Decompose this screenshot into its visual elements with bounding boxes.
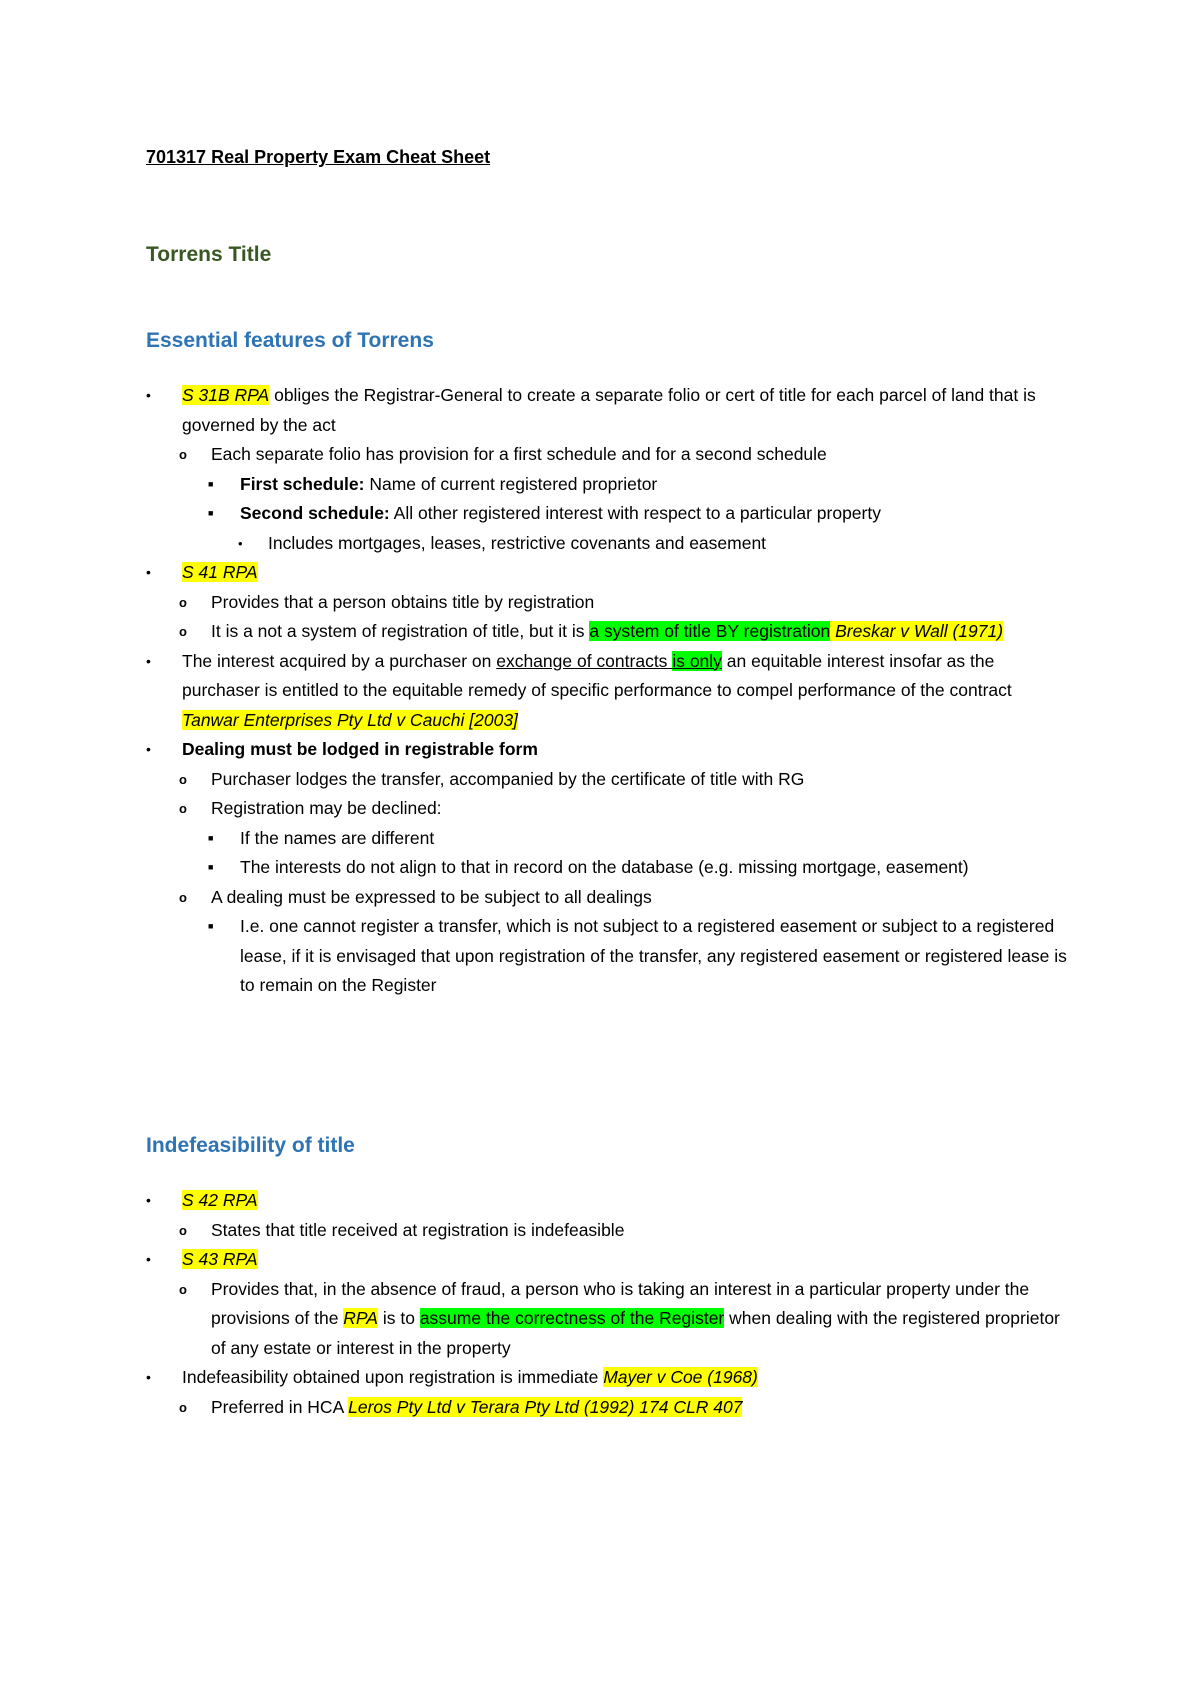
- item-text: States that title received at registration is indefeasible: [211, 1219, 625, 1240]
- item-text: Indefeasibility obtained upon registration is immediate: [182, 1367, 604, 1387]
- list-item: [208, 470, 1070, 500]
- list-item: [146, 647, 1062, 736]
- item-text: All other registered interest with respect to a particular property: [389, 503, 881, 523]
- item-text: obliges the Registrar-General to create a separate folio or cert of title for each parcel of land that is governed by the act: [182, 385, 1036, 435]
- item-text: Each separate folio has provision for a first schedule and for a second schedule: [211, 444, 827, 464]
- item-text: Provides that, in the absence of fraud, a person who is taking an interest in a particular property under the provisions of the: [211, 1278, 1030, 1328]
- square-bullet-icon: ■: [208, 508, 214, 518]
- statute-ref: S 31B RPA: [182, 385, 270, 405]
- list-item: [208, 824, 1070, 854]
- list-item: [146, 381, 1062, 440]
- item-text: Dealing must be lodged in registrable form: [182, 739, 538, 759]
- list-item: [208, 499, 1070, 529]
- bullet-icon: •: [146, 741, 151, 757]
- heading-essential-features: Essential features of Torrens: [146, 329, 434, 352]
- list-item: [208, 853, 1070, 883]
- list-item: [179, 617, 1071, 647]
- list-item: [179, 794, 1071, 824]
- list-item: [179, 440, 1071, 470]
- list-item: [179, 1393, 1071, 1423]
- square-bullet-icon: ■: [208, 921, 214, 931]
- item-text: The interest acquired by a purchaser on: [182, 650, 497, 671]
- case-citation: Breskar v Wall (1971): [835, 621, 1004, 641]
- bullet-icon: •: [146, 1251, 151, 1267]
- list-item: [146, 1186, 1062, 1216]
- square-bullet-icon: ■: [208, 862, 214, 872]
- item-text: I.e. one cannot register a transfer, which is not subject to a registered easement or subject to a registered lease, if it is envisaged that upon registration of the transfer, any registered easement or registered lease is to remain on the Register: [240, 916, 1067, 995]
- item-text: Registration may be declined:: [211, 798, 442, 818]
- bullet-icon: o: [179, 447, 187, 462]
- underlined-text: exchange of contracts: [496, 650, 668, 671]
- bullet-icon: •: [146, 387, 151, 403]
- statute-ref: RPA: [343, 1308, 378, 1328]
- item-text: an equitable interest insofar as the purchaser is entitled to the equitable remedy of specific performance to compel performance of the contract: [182, 650, 1012, 700]
- bullet-icon: o: [179, 889, 187, 905]
- square-bullet-icon: ■: [208, 478, 214, 489]
- bullet-icon: •: [146, 1369, 151, 1385]
- case-citation: Leros Pty Ltd v Terara Pty Ltd (1992) 174 CLR 407: [348, 1396, 743, 1417]
- item-text: Provides that a person obtains title by registration: [211, 591, 595, 612]
- statute-ref: S 43 RPA: [182, 1249, 258, 1269]
- item-text: The interests do not align to that in record on the database (e.g. missing mortgage, easement): [240, 857, 969, 877]
- list-item: [179, 588, 1071, 618]
- item-text: is to: [377, 1308, 420, 1328]
- square-bullet-icon: ■: [208, 832, 214, 843]
- bullet-icon: o: [179, 771, 187, 787]
- list-item: [179, 1275, 1071, 1364]
- bullet-icon: •: [146, 1192, 151, 1208]
- item-label: First schedule:: [240, 473, 365, 494]
- list-item: [179, 1216, 1071, 1246]
- bullet-icon: •: [238, 535, 243, 551]
- item-text: Name of current registered proprietor: [364, 473, 658, 494]
- bullet-icon: o: [179, 624, 187, 639]
- document-title: 701317 Real Property Exam Cheat Sheet: [146, 147, 491, 167]
- item-text: Includes mortgages, leases, restrictive covenants and easement: [268, 532, 767, 553]
- bullet-icon: o: [179, 1281, 187, 1297]
- bullet-icon: o: [179, 594, 187, 610]
- statute-ref: S 41 RPA: [182, 562, 258, 582]
- item-text: It is a not a system of registration of title, but it is: [211, 621, 590, 641]
- item-text: If the names are different: [240, 827, 435, 848]
- list-item: [146, 735, 1062, 765]
- highlight: is only: [672, 650, 722, 671]
- bullet-icon: •: [146, 652, 151, 669]
- list-item: [238, 529, 1068, 559]
- essential-features-list: [0, 381, 1071, 1001]
- case-citation: Mayer v Coe (1968): [603, 1367, 758, 1387]
- item-text: Preferred in HCA: [211, 1396, 349, 1417]
- statute-ref: S 42 RPA: [182, 1190, 258, 1210]
- list-item: [179, 765, 1071, 795]
- bullet-icon: •: [146, 564, 151, 580]
- list-item: [179, 883, 1071, 913]
- highlight: assume the correctness of the Register: [419, 1308, 725, 1328]
- list-item: [146, 1363, 1062, 1393]
- item-text: A dealing must be expressed to be subject to all dealings: [211, 886, 652, 907]
- bullet-icon: o: [179, 801, 187, 816]
- item-text: Purchaser lodges the transfer, accompanied by the certificate of title with RG: [211, 768, 805, 789]
- heading-indefeasibility: Indefeasibility of title: [146, 1134, 355, 1157]
- bullet-icon: o: [179, 1222, 187, 1238]
- highlight: a system of title BY registration: [589, 621, 831, 641]
- list-item: [146, 1245, 1062, 1275]
- case-citation: Tanwar Enterprises Pty Ltd v Cauchi [2003]: [182, 709, 518, 730]
- indefeasibility-list: [0, 1186, 1071, 1422]
- heading-torrens-title: Torrens Title: [146, 243, 272, 266]
- list-item: [208, 912, 1070, 1001]
- bullet-icon: o: [179, 1399, 187, 1415]
- list-item: [146, 558, 1062, 588]
- item-text: when dealing with the registered proprietor of any estate or interest in the property: [211, 1308, 1060, 1358]
- item-label: Second schedule:: [240, 503, 390, 523]
